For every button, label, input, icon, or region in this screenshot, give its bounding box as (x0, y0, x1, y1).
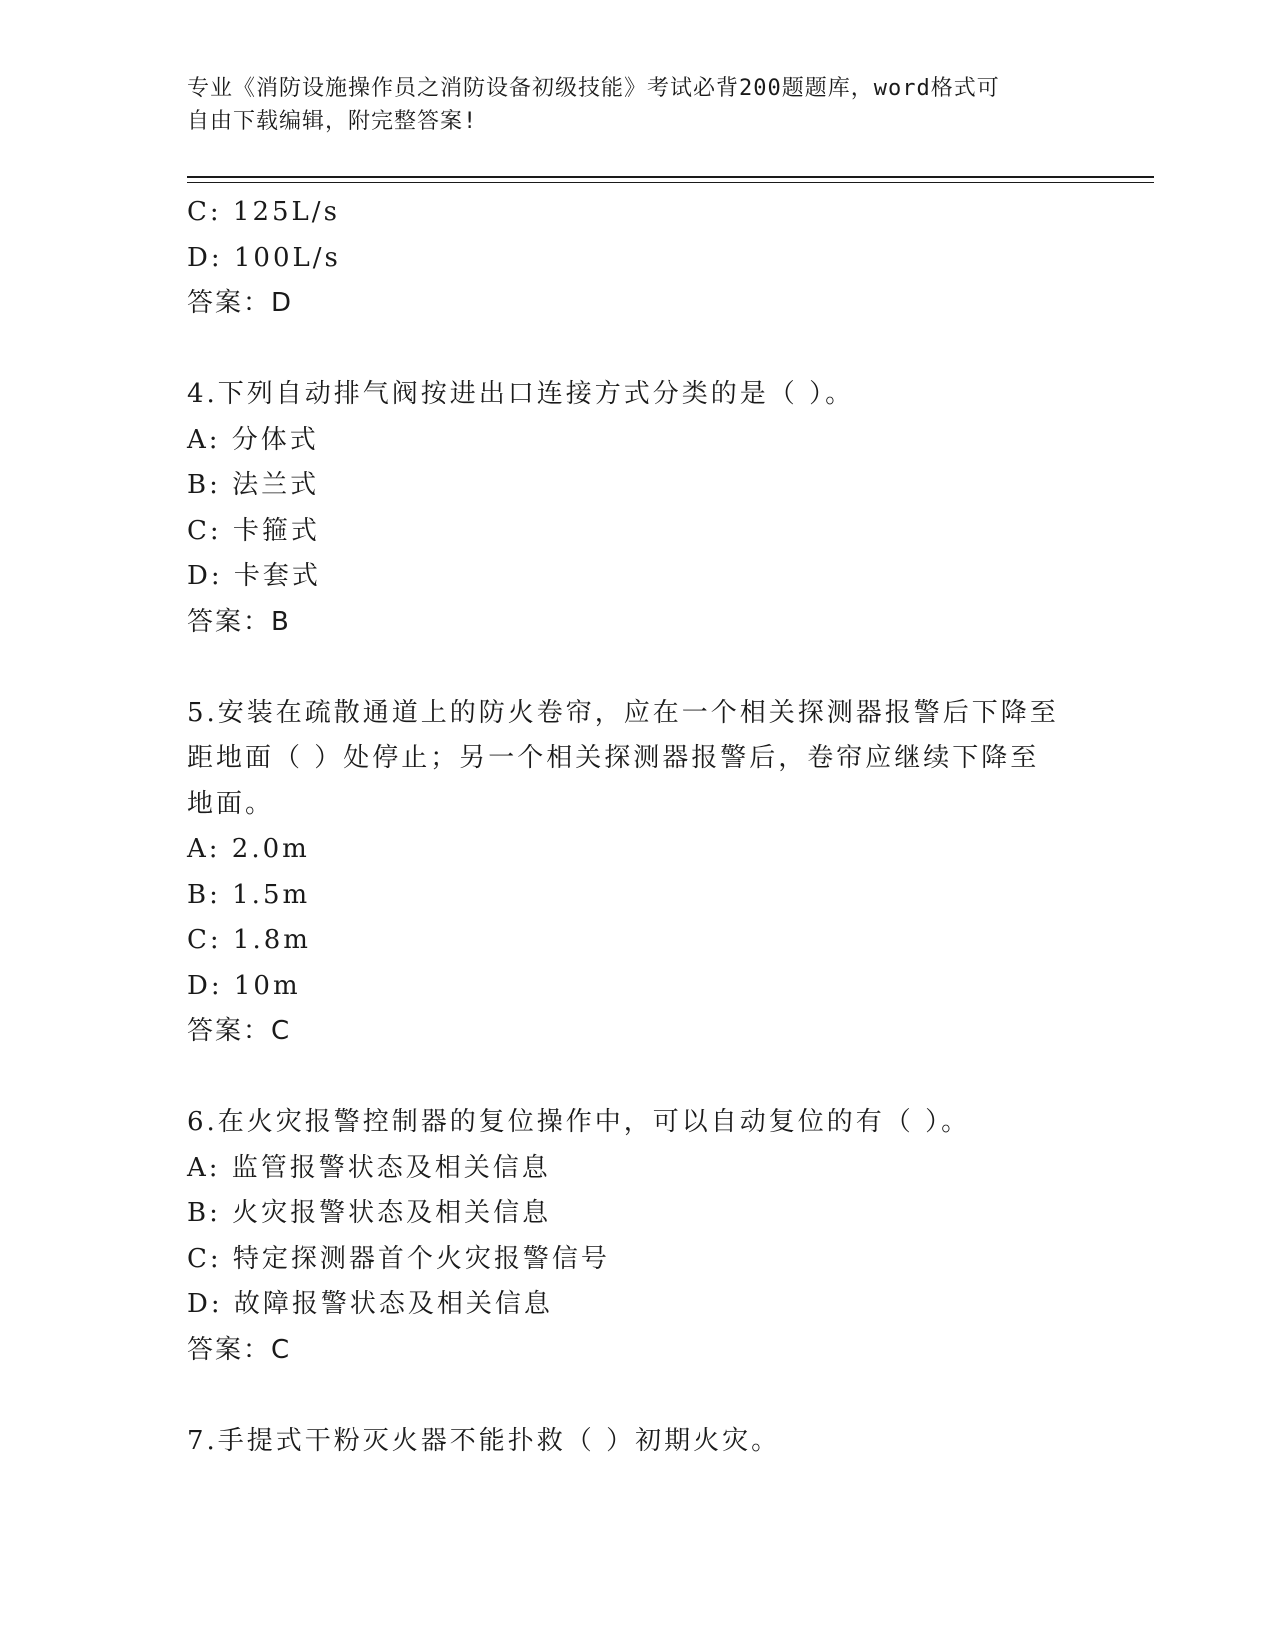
spacer (187, 327, 1067, 373)
q6-option-d: D: 故障报警状态及相关信息 (187, 1289, 553, 1319)
header-rule-thick (187, 176, 1154, 178)
q5-answer: 答案：C (187, 1016, 292, 1046)
q7-stem: 7.手提式干粉灭火器不能扑救（ ）初期火灾。 (187, 1425, 781, 1456)
header-rule-thin (187, 182, 1154, 183)
q4-option-d: D: 卡套式 (187, 561, 321, 591)
q3-option-d: D: 100L/s (187, 242, 341, 273)
q4-answer: 答案：B (187, 606, 291, 637)
q4-option-c: C: 卡箍式 (187, 515, 320, 546)
document-header (187, 72, 1067, 138)
header-line-2: 自由下载编辑，附完整答案! (187, 109, 478, 134)
q6-option-c: C: 特定探测器首个火灾报警信号 (187, 1243, 610, 1274)
question-7 (187, 1419, 1067, 1465)
question-4 (187, 372, 1067, 645)
q6-option-a: A: 监管报警状态及相关信息 (187, 1152, 551, 1183)
q5-stem-line-1: 5.安装在疏散通道上的防火卷帘，应在一个相关探测器报警后下降至 (187, 697, 1059, 728)
q6-answer: 答案：C (187, 1334, 292, 1365)
q4-stem: 4.下列自动排气阀按进出口连接方式分类的是（ ）。 (187, 379, 855, 409)
question-6 (187, 1100, 1067, 1373)
q5-option-a: A: 2.0m (187, 834, 310, 864)
q5-option-c: C: 1.8m (187, 925, 311, 955)
q6-stem: 6.在火灾报警控制器的复位操作中，可以自动复位的有（ ）。 (187, 1107, 971, 1137)
q3-answer: 答案：D (187, 288, 294, 318)
q6-option-b: B: 火灾报警状态及相关信息 (187, 1198, 552, 1228)
header-line-1: 专业《消防设施操作员之消防设备初级技能》考试必背200题题库，word格式可 (187, 76, 1000, 101)
q3-option-c: C: 125L/s (187, 197, 340, 227)
spacer (187, 1373, 1067, 1419)
spacer (187, 1055, 1067, 1101)
question-list (187, 190, 1067, 1464)
q5-option-d: D: 10m (187, 970, 301, 1001)
q5-stem-line-2: 距地面（ ）处停止；另一个相关探测器报警后，卷帘应继续下降至 (187, 743, 1040, 773)
q4-option-b: B: 法兰式 (187, 470, 320, 500)
q4-option-a: A: 分体式 (187, 424, 319, 455)
q5-stem-line-3: 地面。 (187, 788, 275, 819)
question-5 (187, 691, 1067, 1055)
q5-option-b: B: 1.5m (187, 879, 311, 910)
spacer (187, 645, 1067, 691)
